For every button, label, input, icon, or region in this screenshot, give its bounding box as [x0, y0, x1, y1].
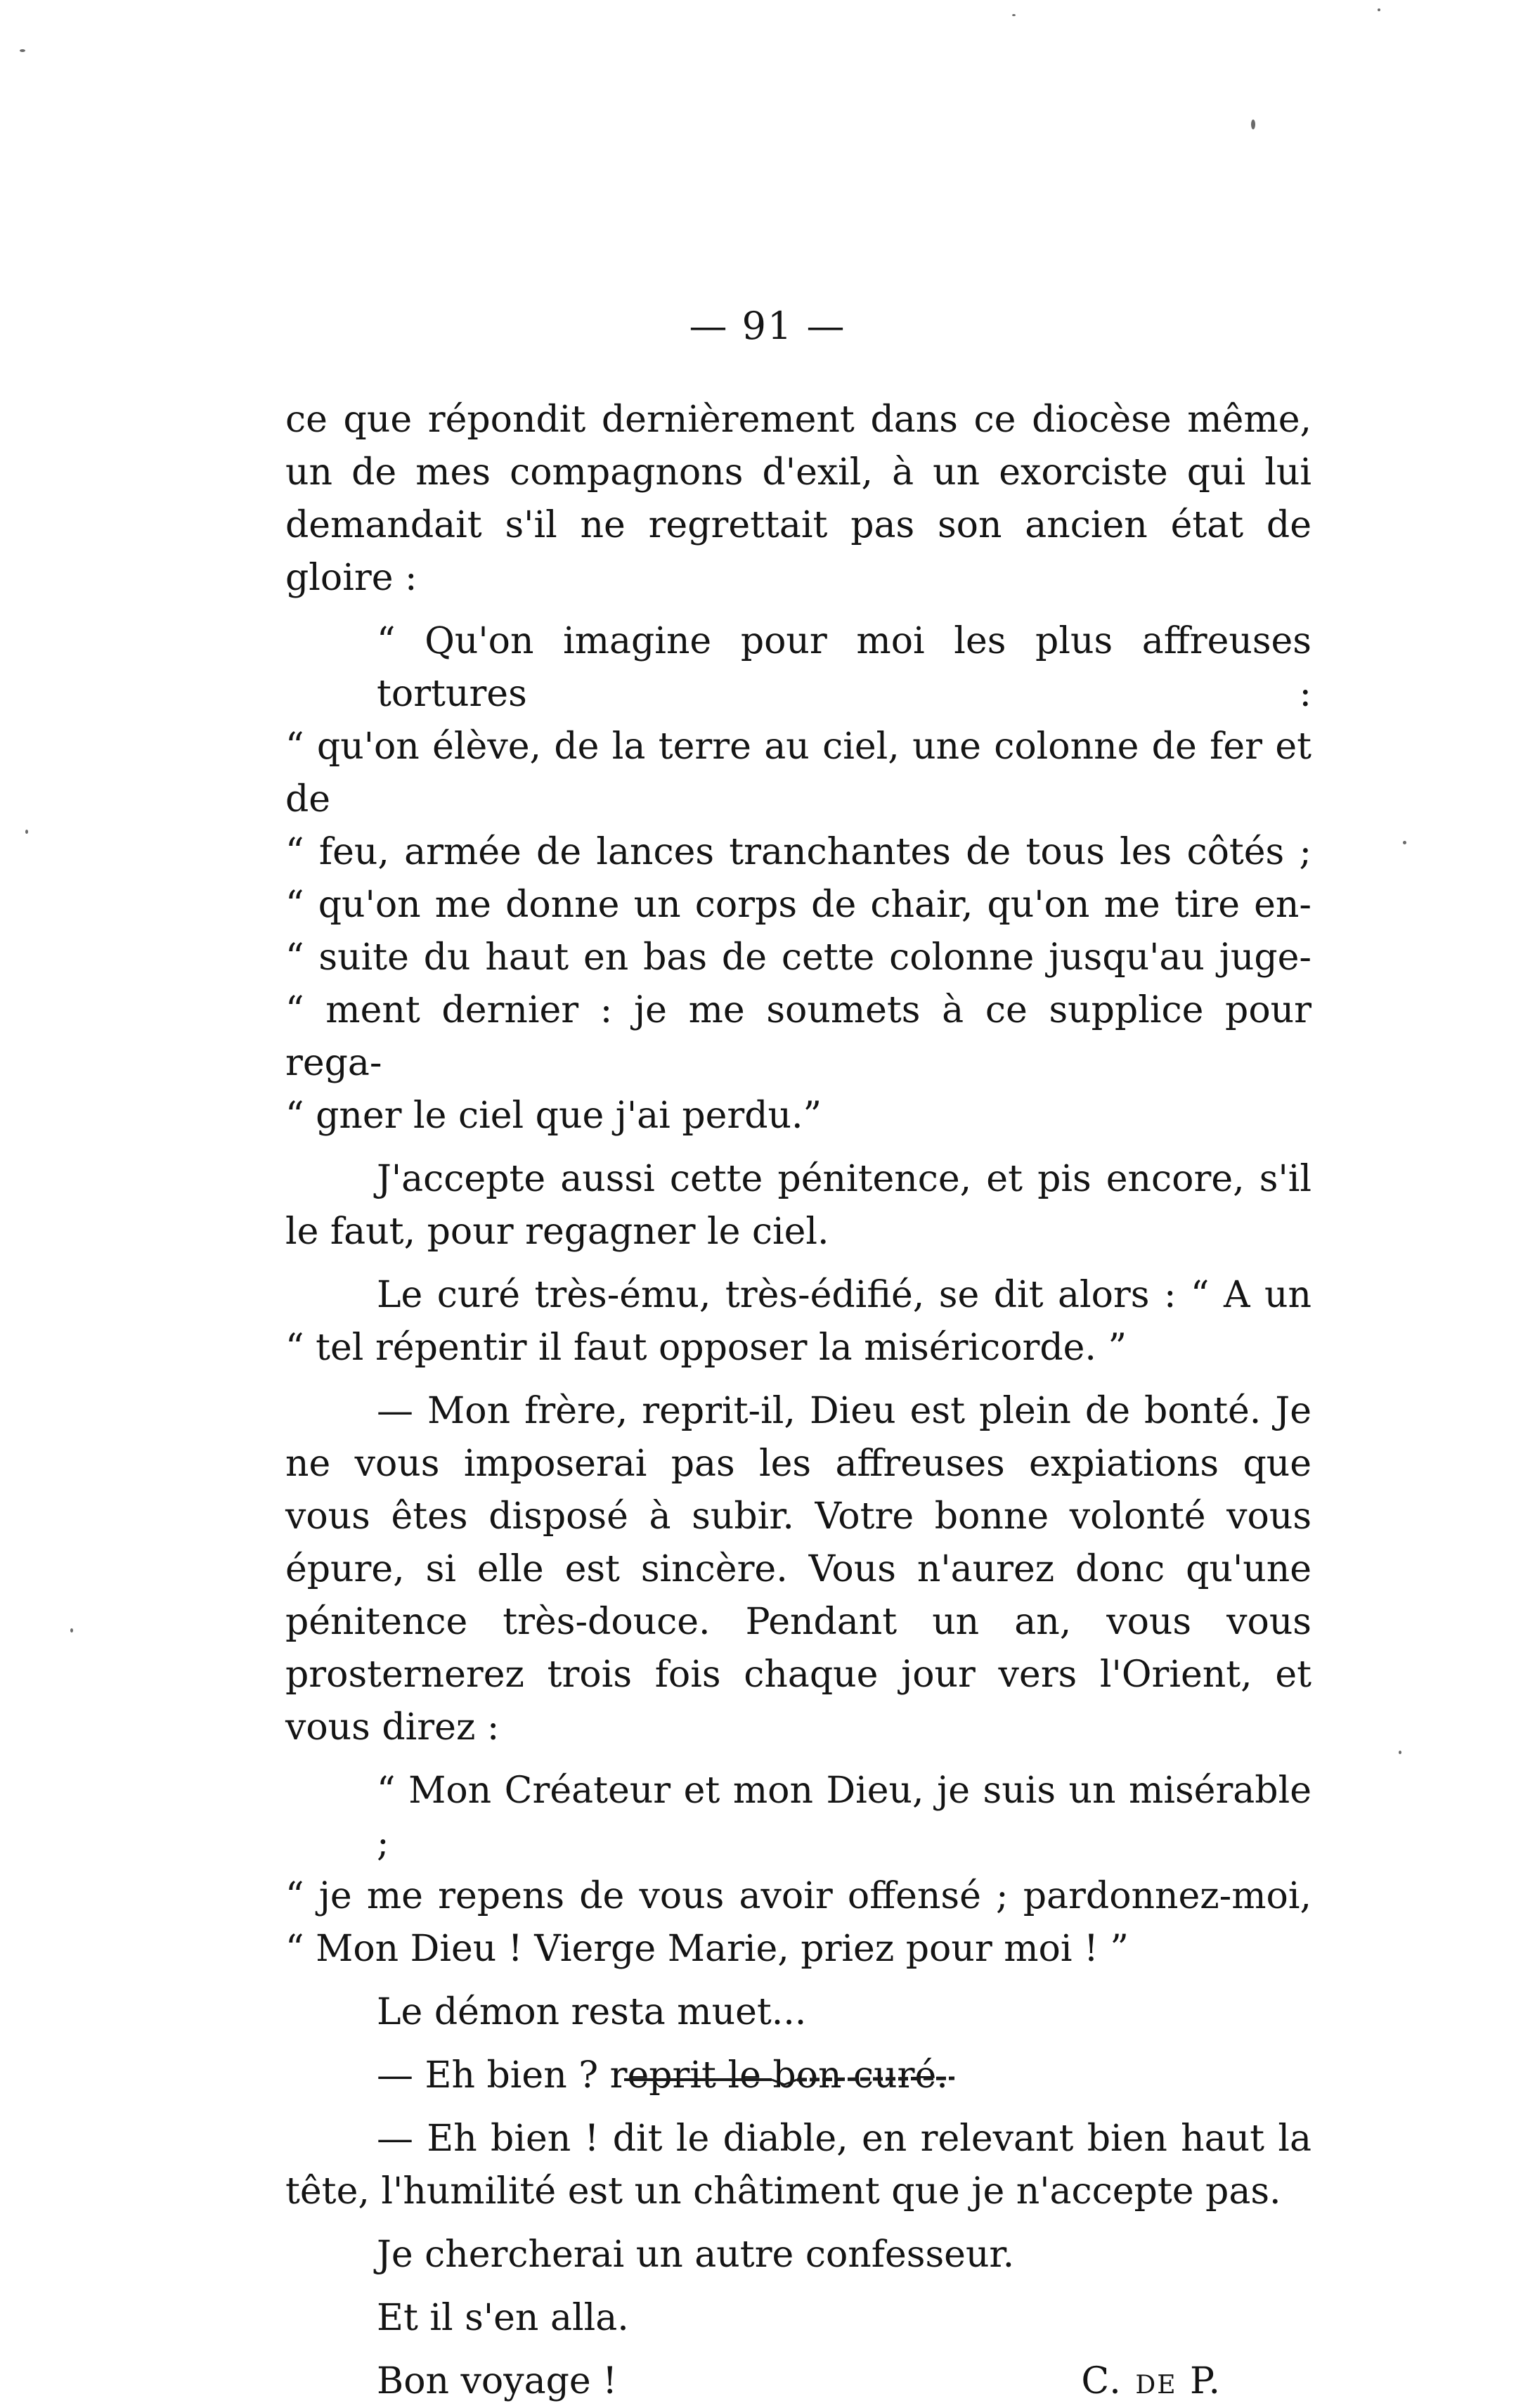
paragraph: Le curé très-ému, très-édifié, se dit alors : “ A un “ tel répentir il faut opposer la miséricorde. ” — [285, 1274, 1311, 1369]
paragraph: — Mon frère, reprit-il, Dieu est plein de bonté. Je ne vous imposerai pas les affreuses expiations que vous êtes disposé à subir. Votre bonne volonté vous épure, si elle est sincère. Vous n'aurez donc qu'une pénitence très-douce. Pendant un an, vous vous prosternerez trois fois chaque jour vers l'Orient, et vous direz : — [285, 1390, 1311, 1749]
scan-speck — [20, 49, 25, 52]
signature: C. de P. — [1081, 2360, 1222, 2402]
page-number: — 91 — — [689, 304, 846, 348]
scan-speck — [1378, 8, 1380, 11]
quote-line: “ Mon Dieu ! Vierge Marie, priez pour moi ! ” — [285, 1928, 1129, 1970]
quote-line: “ suite du haut en bas de cette colonne jusqu'au juge- — [285, 936, 1311, 979]
paragraph: Et il s'en alla. — [377, 2297, 629, 2339]
quote-line: “ qu'on élève, de la terre au ciel, une colonne de fer et de — [285, 726, 1311, 820]
closing — [285, 2355, 1311, 2408]
scan-speck — [1012, 14, 1016, 16]
quote-line: “ qu'on me donne un corps de chair, qu'on me tire en- — [285, 884, 1311, 926]
paragraph: — Eh bien ! dit le diable, en relevant bien haut la tête, l'humilité est un châtiment que je n'accepte pas. — [285, 2118, 1311, 2213]
paragraph: ce que répondit dernièrement dans ce diocèse même, un de mes compagnons d'exil, à un exorciste qui lui demandait s'il ne regrettait pas son ancien état de gloire : — [285, 399, 1311, 599]
prayer-quote — [285, 1765, 1311, 1976]
quote-line: “ ment dernier : je me soumets à ce supplice pour rega- — [285, 989, 1311, 1084]
quote-line: “ gner le ciel que j'ai perdu.” — [285, 1095, 822, 1137]
quote-line: “ Qu'on imagine pour moi les plus affreuses tortures : — [377, 620, 1311, 715]
paragraph: Je chercherai un autre confesseur. — [377, 2234, 1015, 2276]
demon-quote — [285, 615, 1311, 1142]
scan-speck — [1403, 841, 1406, 844]
quote-line: “ feu, armée de lances tranchantes de tous les côtés ; — [285, 831, 1311, 873]
paragraph: J'accepte aussi cette pénitence, et pis encore, s'il le faut, pour regagner le ciel. — [285, 1158, 1311, 1253]
scan-speck — [70, 1628, 73, 1633]
paragraph: — Eh bien ? reprit le bon curé. — [377, 2054, 948, 2097]
quote-line: “ Mon Créateur et mon Dieu, je suis un misérable ; — [377, 1770, 1311, 1865]
farewell: Bon voyage ! — [377, 2360, 618, 2402]
paragraph: Le démon resta muet... — [377, 1991, 807, 2033]
quote-line: “ je me repens de vous avoir offensé ; pardonnez-moi, — [285, 1875, 1311, 1917]
scan-speck — [25, 830, 28, 834]
scan-speck — [1399, 1751, 1401, 1754]
body-text — [285, 394, 1311, 2408]
scan-speck — [1251, 120, 1255, 129]
end-ornament-rule — [624, 2073, 954, 2087]
